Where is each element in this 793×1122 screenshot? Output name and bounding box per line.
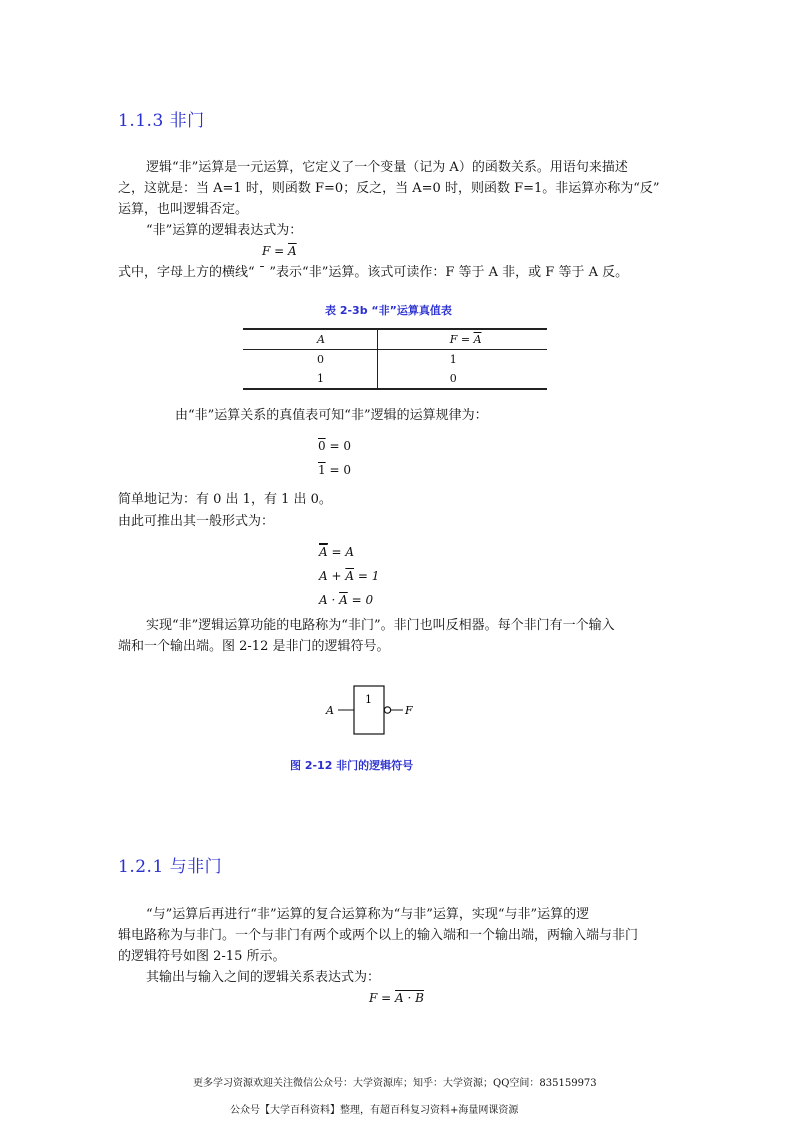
paragraph-line: 端和一个输出端。图 2-12 是非门的逻辑符号。 bbox=[118, 639, 390, 654]
formula-lhs: F = bbox=[369, 991, 396, 1005]
rule-rhs: = 0 bbox=[329, 439, 351, 453]
formula-rhs-negated: $\overline{A}$ bbox=[288, 244, 297, 258]
rule-not-zero bbox=[318, 439, 351, 453]
formula-not bbox=[262, 244, 297, 258]
paragraph-line: 运算，也叫逻辑否定。 bbox=[118, 202, 249, 217]
table-row bbox=[243, 369, 547, 389]
gate-function-label: 1 bbox=[365, 693, 372, 706]
table-cell: 0 bbox=[317, 353, 324, 366]
footer-line: 公众号【大学百科资料】整理，有超百科复习资料+海量网课资源 bbox=[230, 1105, 519, 1116]
general-or-complement: $A + \overline{A} = 1$ bbox=[319, 569, 380, 583]
paragraph-line: “与”运算后再进行“非”运算的复合运算称为“与非”运算，实现“与非”运算的逻 bbox=[146, 907, 590, 922]
truth-table bbox=[243, 328, 547, 390]
paragraph: 式中，字母上方的横线“ ¯ ”表示“非”运算。该式可读作：F 等于 A 非，或 F 等于 A 反。 bbox=[118, 265, 629, 280]
general-double-negation: $\overline{A} = A$ bbox=[319, 545, 355, 559]
rule-not-one bbox=[318, 463, 351, 477]
not-gate-symbol bbox=[320, 680, 420, 740]
table-header-cell: $F = \overline{A}$ bbox=[377, 329, 547, 350]
table-cell: 1 bbox=[243, 369, 377, 389]
table-header-row bbox=[243, 329, 547, 350]
paragraph: 由“非”运算关系的真值表可知“非”逻辑的运算规律为： bbox=[175, 408, 488, 423]
paragraph: “非”运算的逻辑表达式为： bbox=[146, 223, 303, 238]
formula-lhs: F = bbox=[262, 244, 289, 258]
paragraph: 其输出与输入之间的逻辑关系表达式为： bbox=[146, 970, 381, 985]
table-row bbox=[243, 350, 547, 370]
paragraph-line: 的逻辑符号如图 2-15 所示。 bbox=[118, 949, 286, 964]
table-cell: 0 bbox=[377, 369, 547, 389]
paragraph-line: 逻辑“非”运算是一元运算，它定义了一个变量（记为 A）的函数关系。用语句来描述 bbox=[146, 160, 628, 175]
section-heading-not-gate: 1.1.3 非门 bbox=[118, 111, 205, 131]
table-cell: 1 bbox=[377, 350, 547, 370]
rule-var: 0 bbox=[318, 439, 326, 453]
gate-input-label: A bbox=[326, 704, 334, 717]
rule-var: 1 bbox=[318, 463, 326, 477]
paragraph-line: 之，这就是：当 A=1 时，则函数 F=0；反之，当 A=0 时，则函数 F=1。非运算亦称为“反” bbox=[118, 181, 660, 196]
paragraph-line: 辑电路称为与非门。一个与非门有两个或两个以上的输入端和一个输出端，两输入端与非门 bbox=[118, 928, 639, 943]
paragraph: 由此可推出其一般形式为： bbox=[118, 514, 275, 529]
gate-output-label: F bbox=[405, 704, 413, 717]
paragraph-line: 实现“非”逻辑运算功能的电路称为“非门”。非门也叫反相器。每个非门有一个输入 bbox=[146, 618, 615, 633]
footer-line: 更多学习资源欢迎关注微信公众号：大学资源库；知乎：大学资源；QQ空间：835159973 bbox=[193, 1078, 597, 1089]
paragraph: 简单地记为：有 0 出 1，有 1 出 0。 bbox=[118, 492, 332, 507]
section-heading-nand-gate: 1.2.1 与非门 bbox=[118, 857, 223, 877]
formula-rhs-negated: A · B bbox=[395, 991, 424, 1005]
table-header-cell: A bbox=[243, 329, 377, 350]
table-caption: 表 2-3b “非”运算真值表 bbox=[325, 304, 452, 317]
figure-caption: 图 2-12 非门的逻辑符号 bbox=[290, 759, 414, 772]
general-and-complement: $A \cdot \overline{A} = 0$ bbox=[319, 593, 374, 607]
formula-nand bbox=[369, 991, 424, 1005]
rule-rhs: = 0 bbox=[329, 463, 351, 477]
